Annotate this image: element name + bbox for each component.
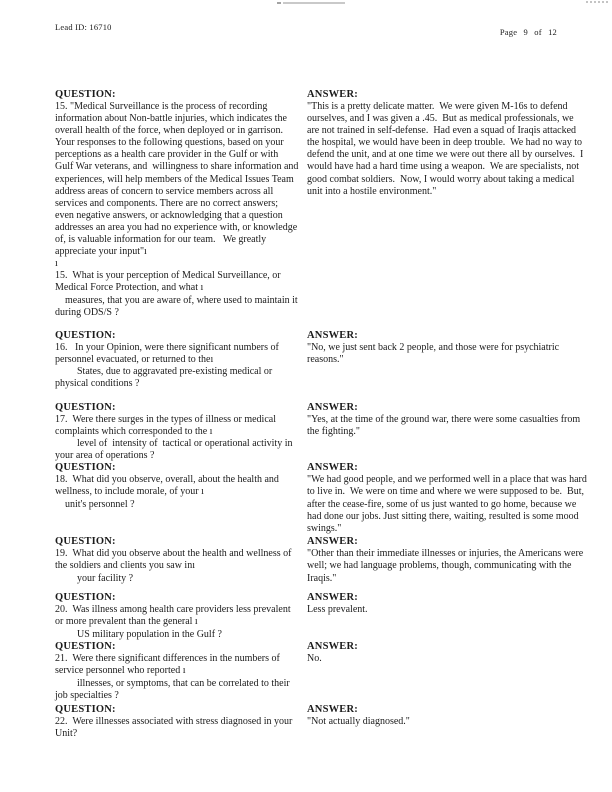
answer-block [307,641,587,665]
lead-id: Lead ID: 16710 [55,22,112,32]
question-heading: QUESTION: [55,641,116,653]
answer-block [307,536,587,584]
question-heading: QUESTION: [55,402,116,413]
qa-row [55,402,587,462]
answer-heading: ANSWER: [307,402,358,413]
answer-block [307,592,587,616]
question-heading: QUESTION: [55,592,116,604]
question-heading: QUESTION: [55,89,116,100]
answer-text: "No, we just sent back 2 people, and those were for psychiatric reasons." [307,342,562,366]
answer-heading: ANSWER: [307,462,358,474]
page-number: Page 9 of 12 [499,27,557,37]
question-text: your facility ? [77,572,134,584]
document-header [0,0,612,37]
question-text: level of intensity of tactical or operational activity in your area of operations ? [55,438,295,462]
question-heading: QUESTION: [55,330,116,341]
answer-heading: ANSWER: [307,641,358,653]
question-text: 16. In your Opinion, were there significant numbers of personnel evacuated, or returned to theı [55,342,282,366]
qa-row [55,462,590,536]
answer-text: "Other than their immediate illnesses or injuries, the Americans were well; we had language problems, though, communicating with the Iraqis." [307,548,586,584]
answer-heading: ANSWER: [307,704,358,716]
question-block [55,704,307,740]
qa-row [55,330,587,402]
answer-text: "Not actually diagnosed." [307,716,410,728]
answer-text: Less prevalent. [307,604,368,616]
question-text: 17. Were there surges in the types of illness or medical complaints which corresponded to the ı [55,414,279,438]
qa-row [55,89,587,330]
answer-block [307,89,587,198]
answer-heading: ANSWER: [307,536,358,548]
answer-text: No. [307,653,322,665]
question-text: 19. What did you observe about the health and wellness of the soldiers and clients you saw inı [55,548,294,572]
question-block [55,462,307,510]
answer-text: "Yes, at the time of the ground war, there were some casualties from the fighting." [307,414,583,438]
question-text: 21. Were there significant differences in the numbers of service personnel who reported ı [55,653,283,677]
qa-table [55,89,590,764]
answer-heading: ANSWER: [307,89,358,100]
question-text: 22. Were illnesses associated with stress diagnosed in your Unit? [55,716,295,740]
question-block [55,592,307,640]
question-text: 20. Was illness among health care providers less prevalent or more prevalent than the general ı [55,604,294,628]
answer-block [307,330,587,366]
answer-text: "We had good people, and we performed well in a place that was hard to live in. We were on time and where we were supposed to be. But, after the cease-fire, some of us just wanted to go home, because we had done our jobs. Just sitting there, waiting, resulted is some mood swings." [307,474,590,534]
qa-row [55,536,587,592]
question-heading: QUESTION: [55,462,116,474]
answer-block [307,402,587,438]
question-text: unit's personnel ? [65,498,135,510]
question-text: illnesses, or symptoms, that can be correlated to their job specialties ? [55,677,293,701]
question-text: 15. What is your perception of Medical Surveillance, or Medical Force Protection, and what ı [55,270,284,294]
question-heading: QUESTION: [55,536,116,548]
answer-heading: ANSWER: [307,330,358,341]
qa-row [55,704,587,764]
question-block [55,641,307,701]
scan-artifact-top-right [586,1,608,3]
qa-row [55,641,587,704]
question-text: measures, that you are aware of, where used to maintain it during ODS/S ? [55,294,301,318]
question-text: US military population in the Gulf ? [77,628,222,640]
question-text: ı [55,258,58,270]
question-block [55,536,307,584]
question-block [55,330,307,390]
answer-text: "This is a pretty delicate matter. We were given M-16s to defend ourselves, and I was given a .45. But as medical professionals, we are not trained in self-defense. Had even a squad of Iraqis attacked the hospital, we would have been in deep trouble. We had no way to defend the unit, and at one time we were out there all by ourselves. I would have had a hard time using a weapon. We are specialists, not good combat soldiers. Now, I would worry about taking a medical unit into a hostile environment." [307,101,586,197]
question-text: States, due to aggravated pre-existing medical or physical conditions ? [55,366,275,390]
question-text: 18. What did you observe, overall, about the health and wellness, to include morale, of your ı [55,474,282,498]
answer-block [307,704,587,728]
question-text: 15. "Medical Surveillance is the process of recording information about Non-battle injuries, which indicates the overall health of the force, when deployed or in garrison. Your responses to the following questions, based on your perceptions as a health care provider in the Gulf or with Gulf War veterans, and willingness to share information and experiences, will help members of the Medical Issues Team address areas of concern to service members across all services and components. There are no correct answers; even negative answers, or acknowledging that a question addresses an area you had no experience with, or knowledge of, is valuable information for our team. We greatly appreciate your input"ı [55,101,301,258]
question-block [55,402,307,462]
scan-artifact-top-center [283,2,345,4]
answer-block [307,462,590,534]
answer-heading: ANSWER: [307,592,358,604]
question-heading: QUESTION: [55,704,116,716]
qa-row [55,592,587,641]
question-block [55,89,307,319]
